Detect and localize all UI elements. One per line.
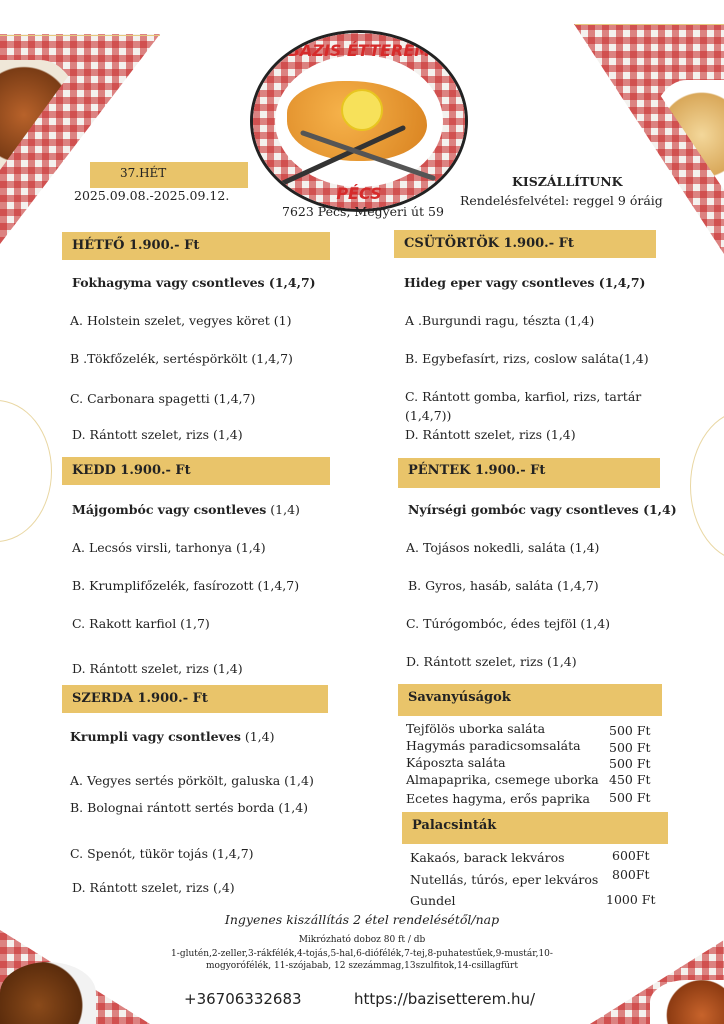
- thursday-item-c-allergens: (1,4,7)): [405, 408, 452, 423]
- decorative-circle-right: [690, 410, 724, 562]
- pickle-item-name: Almapaprika, csemege uborka: [406, 772, 599, 787]
- fork-knife-icon: [273, 113, 443, 193]
- week-box: [90, 162, 248, 188]
- pancake-item-price: 600Ft: [612, 848, 650, 863]
- tuesday-item-b: B. Krumplifőzelék, fasírozott (1,4,7): [72, 578, 300, 593]
- logo-title: BÁZIS ÉTTEREM: [287, 41, 431, 60]
- monday-item-b: B .Tökfőzelék, sertéspörkölt (1,4,7): [70, 351, 293, 366]
- friday-item-d: D. Rántott szelet, rizs (1,4): [406, 654, 577, 669]
- wednesday-item-a: A. Vegyes sertés pörkölt, galuska (1,4): [70, 773, 314, 788]
- pickle-item-price: 500 Ft: [609, 723, 651, 738]
- free-shipping-note: Ingyenes kiszállítás 2 étel rendelésétől/nap: [224, 912, 500, 927]
- monday-item-d: D. Rántott szelet, rizs (1,4): [72, 427, 243, 442]
- decorative-circle-left: [0, 400, 52, 542]
- tuesday-soup: [72, 502, 300, 517]
- pancake-item-name: Gundel: [410, 893, 456, 908]
- tuesday-soup-allergens: (1,4): [266, 502, 300, 517]
- pickles-header: Savanyúságok: [398, 684, 662, 716]
- pancake-item-name: Kakaós, barack lekváros: [410, 850, 565, 865]
- bottom-left-soup-bowl: [0, 962, 96, 1024]
- pickle-item-price: 500 Ft: [609, 740, 651, 755]
- wednesday-item-d: D. Rántott szelet, rizs (,4): [72, 880, 235, 895]
- tuesday-item-c: C. Rakott karfiol (1,7): [72, 616, 210, 631]
- website-link[interactable]: https://bazisetterem.hu/: [354, 990, 536, 1008]
- friday-item-b: B. Gyros, hasáb, saláta (1,4,7): [408, 578, 599, 593]
- thursday-item-a: A .Burgundi ragu, tészta (1,4): [405, 313, 595, 328]
- monday-soup: Fokhagyma vagy csontleves (1,4,7): [72, 275, 316, 290]
- monday-header: HÉTFŐ 1.900.- Ft: [62, 232, 330, 260]
- wednesday-item-b: B. Bolognai rántott sertés borda (1,4): [70, 800, 309, 815]
- logo-city: PÉCS: [336, 184, 382, 203]
- thursday-soup: Hideg eper vagy csontleves (1,4,7): [404, 275, 646, 290]
- delivery-title: KISZÁLLÍTUNK: [512, 174, 623, 189]
- friday-header: PÉNTEK 1.900.- Ft: [398, 458, 660, 488]
- wednesday-header: SZERDA 1.900.- Ft: [62, 685, 328, 713]
- tuesday-item-d: D. Rántott szelet, rizs (1,4): [72, 661, 243, 676]
- thursday-header: CSÜTÖRTÖK 1.900.- Ft: [394, 230, 656, 258]
- monday-item-a: A. Holstein szelet, vegyes köret (1): [70, 313, 292, 328]
- pickle-item-price: 450 Ft: [609, 772, 651, 787]
- wednesday-soup-name: Krumpli vagy csontleves: [70, 729, 241, 744]
- restaurant-logo: [250, 30, 468, 212]
- pancakes-header: Palacsinták: [402, 812, 668, 844]
- decorative-line-right: [575, 24, 724, 25]
- friday-item-c: C. Túrógombóc, édes tejföl (1,4): [406, 616, 611, 631]
- tuesday-item-a: A. Lecsós virsli, tarhonya (1,4): [72, 540, 266, 555]
- friday-soup: Nyírségi gombóc vagy csontleves (1,4): [408, 502, 677, 517]
- pickle-item-name: Tejfölös uborka saláta: [406, 721, 546, 736]
- pickle-item-name: Káposzta saláta: [406, 755, 506, 770]
- pancake-item-price: 800Ft: [612, 867, 650, 882]
- bottom-right-food-plate: [650, 980, 724, 1024]
- friday-item-a: A. Tojásos nokedli, saláta (1,4): [406, 540, 600, 555]
- phone-number[interactable]: +36706332683: [184, 990, 302, 1008]
- pancake-item-price: 1000 Ft: [606, 892, 656, 907]
- allergen-legend: 1-glutén,2-zeller,3-rákfélék,4-tojás,5-hal,6-diófélék,7-tej,8-puhatestűek,9-mustár,10-mogyorófélék, 11-szójabab, 12 szezámmag,13szulfitok,14-csillagfürt: [171, 949, 553, 971]
- wednesday-soup-allergens: (1,4): [240, 729, 275, 744]
- pickle-item-price: 500 Ft: [609, 756, 651, 771]
- pickle-item-name: Hagymás paradicsomsaláta: [406, 738, 581, 753]
- week-dates: 2025.09.08.-2025.09.12.: [74, 188, 230, 203]
- thursday-item-c: C. Rántott gomba, karfiol, rizs, tartár: [405, 389, 642, 404]
- microwave-box-price: Mikrózható doboz 80 ft / db: [298, 935, 426, 945]
- decorative-line-left: [0, 35, 160, 36]
- pickle-item-price: 500 Ft: [609, 790, 651, 805]
- wednesday-soup: [70, 729, 274, 744]
- tuesday-header: KEDD 1.900.- Ft: [62, 457, 330, 485]
- tuesday-soup-name: Májgombóc vagy csontleves: [72, 502, 267, 517]
- pickle-item-name: Ecetes hagyma, erős paprika: [406, 791, 590, 806]
- week-label: 37.HÉT: [120, 166, 167, 180]
- delivery-order-time: Rendelésfelvétel: reggel 9 óráig: [460, 193, 663, 208]
- thursday-item-d: D. Rántott szelet, rizs (1,4): [405, 427, 576, 442]
- thursday-item-b: B. Egybefasírt, rizs, coslow saláta(1,4): [405, 351, 649, 366]
- restaurant-address: 7623 Pécs, Megyeri út 59: [282, 204, 444, 219]
- monday-item-c: C. Carbonara spagetti (1,4,7): [70, 391, 256, 406]
- pancake-item-name: Nutellás, túrós, eper lekváros: [410, 872, 599, 887]
- wednesday-item-c: C. Spenót, tükör tojás (1,4,7): [70, 846, 254, 861]
